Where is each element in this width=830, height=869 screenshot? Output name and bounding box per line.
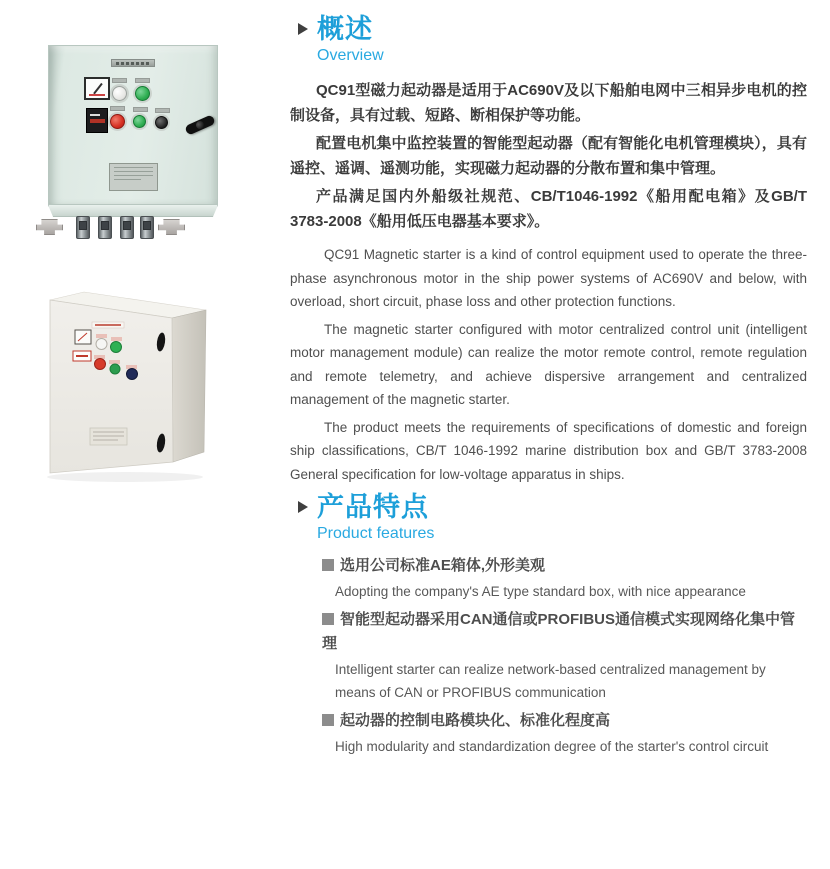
feature-bullet-icon	[322, 613, 334, 625]
overview-title-en: Overview	[317, 47, 384, 64]
blue-pushbutton-icon	[127, 369, 138, 380]
feature-item	[322, 709, 807, 758]
green-pushbutton-icon	[135, 86, 150, 101]
black-pushbutton-icon	[155, 116, 168, 129]
cable-gland-icon	[140, 216, 154, 239]
button-label-plate	[155, 108, 170, 113]
feature-bullet-icon	[322, 714, 334, 726]
feature-zh	[322, 554, 807, 578]
overview-header	[317, 14, 807, 66]
red-pushbutton-icon	[110, 114, 125, 129]
features-section	[290, 492, 807, 763]
button-label-plate	[112, 78, 127, 83]
feature-zh-text: 智能型起动器采用CAN通信或PROFIBUS通信模式实现网络化集中管理	[322, 611, 796, 652]
feature-item	[322, 608, 807, 704]
feature-en: Intelligent starter can realize network-based centralized management by means of CAN or PROFIBUS communication	[335, 662, 766, 700]
cabinet-front-panel	[48, 45, 218, 205]
paragraph-zh: QC91型磁力起动器是适用于AC690V及以下船舶电网中三相异步电机的控制设备，具有过载、短路、断相保护等功能。	[290, 82, 807, 124]
feature-item	[322, 554, 807, 603]
mounting-bracket-icon	[36, 219, 63, 235]
feature-zh-text: 选用公司标准AE箱体,外形美观	[340, 557, 546, 574]
indicator-label-text	[76, 355, 88, 357]
button-label-plate	[111, 337, 122, 341]
cable-gland-icon	[76, 216, 90, 239]
features-header	[317, 492, 807, 544]
green-pushbutton-icon	[111, 342, 122, 353]
features-list	[322, 554, 807, 758]
button-label-plate	[110, 106, 125, 111]
feature-zh	[322, 608, 807, 656]
feature-zh-text: 起动器的控制电路模块化、标准化程度高	[340, 712, 611, 729]
white-pushbutton-icon	[96, 339, 107, 350]
paragraph-en: QC91 Magnetic starter is a kind of control equipment used to operate the three-phase asynchronous motor in the ship power systems of AC690V and below, with overload, short circuit, phase loss and other protection functions.	[290, 247, 807, 309]
paragraph-en: The magnetic starter configured with motor centralized control unit (intelligent motor management module) can realize the motor remote control, remote regulation and remote telemetry, and achieve dispersive arrangement and centralized management of the magnetic starter.	[290, 321, 807, 407]
overview-paragraphs-en	[290, 243, 807, 486]
rotary-switch-icon	[184, 114, 215, 135]
button-label-plate	[133, 107, 148, 112]
white-pushbutton-icon	[112, 86, 127, 101]
green-pushbutton-icon	[110, 364, 120, 374]
ammeter-icon	[84, 77, 110, 100]
rating-nameplate	[109, 163, 158, 191]
features-title-en: Product features	[317, 525, 435, 542]
paragraph-zh: 产品满足国内外船级社规范、CB/T1046-1992《船用配电箱》及GB/T 3783-2008《船用低压电器基本要求》。	[290, 188, 807, 230]
green-pushbutton-icon	[133, 115, 146, 128]
button-label-plate	[109, 360, 120, 364]
overview-section	[290, 14, 807, 490]
feature-en: High modularity and standardization degree of the starter's control circuit	[335, 739, 769, 754]
feature-en: Adopting the company's AE type standard box, with nice appearance	[335, 584, 746, 599]
features-title-zh: 产品特点	[317, 492, 429, 522]
cabinet-bottom-face	[48, 205, 218, 217]
cabinet-shadow	[47, 472, 203, 482]
section-marker-icon	[298, 501, 308, 513]
button-label-plate	[96, 334, 107, 338]
cable-gland-icon	[98, 216, 112, 239]
cabinet-side-panel	[172, 310, 206, 462]
starter-cabinet-photo-angled	[40, 285, 215, 485]
cable-gland-icon	[120, 216, 134, 239]
breaker-switch-icon	[86, 108, 108, 133]
paragraph-zh: 配置电机集中监控装置的智能型起动器（配有智能化电机管理模块），具有遥控、遥调、遥测功能，实现磁力起动器的分散布置和集中管理。	[290, 135, 807, 177]
cabinet-title-plate	[111, 59, 155, 67]
overview-title-zh: 概述	[317, 14, 373, 44]
overview-paragraphs-zh	[290, 78, 807, 234]
mounting-bracket-icon	[158, 219, 185, 235]
feature-bullet-icon	[322, 559, 334, 571]
red-pushbutton-icon	[95, 359, 106, 370]
button-label-plate	[135, 78, 150, 83]
door-title-text	[95, 324, 121, 326]
feature-zh	[322, 709, 807, 733]
paragraph-en: The product meets the requirements of specifications of domestic and foreign ship classifications, CB/T 1046-1992 marine distribution box and GB/T 3783-2008 General specification for low-voltage apparatus in ships.	[290, 419, 807, 482]
section-marker-icon	[298, 23, 308, 35]
